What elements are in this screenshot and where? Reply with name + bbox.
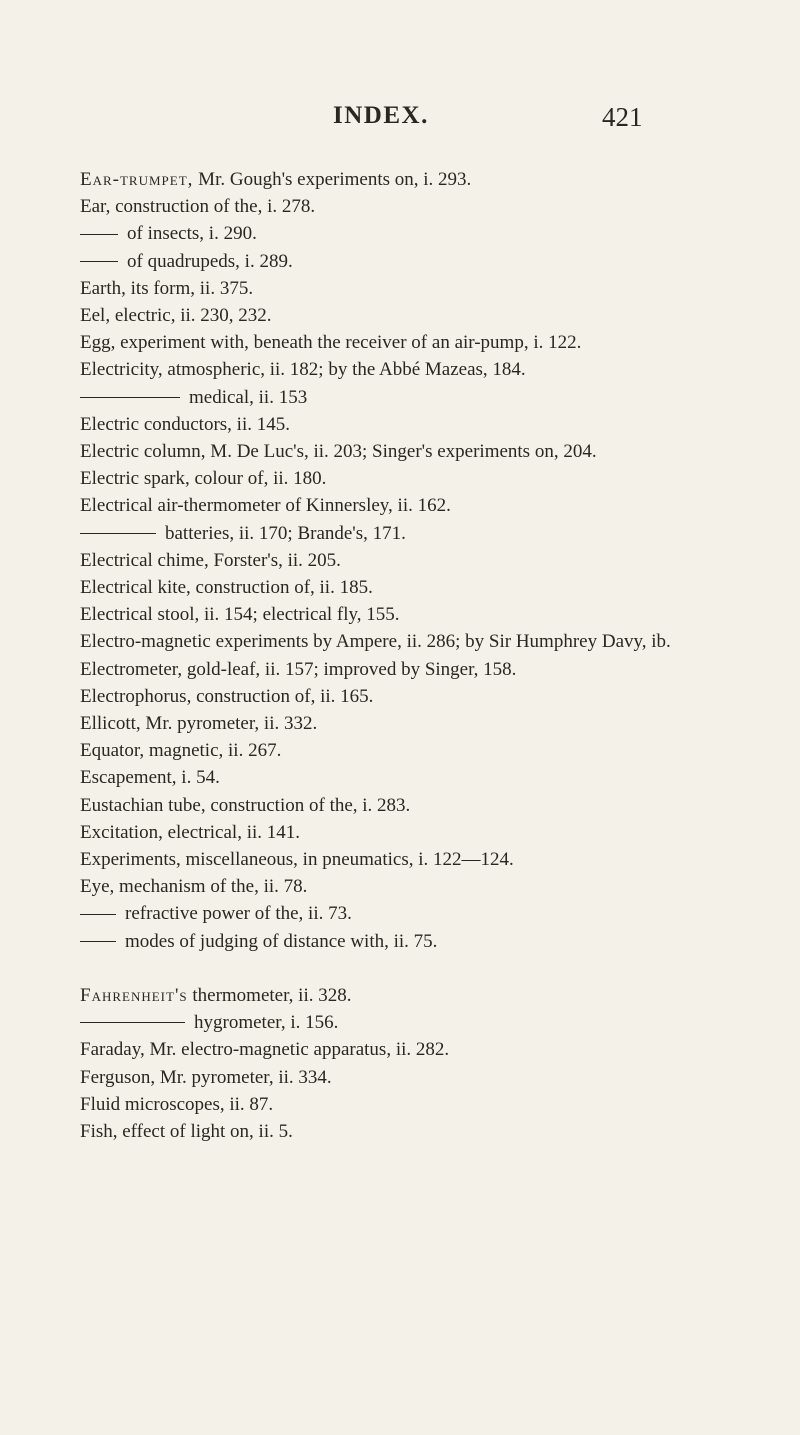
index-entry (80, 792, 720, 819)
page-title: INDEX. (333, 102, 429, 129)
ditto-rule (80, 941, 116, 942)
entry-text: Equator, magnetic, ii. 267. (80, 740, 282, 762)
page-number: 421 (602, 102, 643, 132)
index-entry (80, 438, 720, 465)
index-entry (80, 1036, 720, 1063)
index-entry (80, 819, 720, 846)
entry-text: Mr. Gough's experiments on, i. 293. (198, 169, 472, 190)
entry-text: Eye, mechanism of the, ii. 78. (80, 876, 308, 898)
entry-text: Electric spark, colour of, ii. 180. (80, 468, 327, 490)
index-entry (80, 411, 720, 438)
index-entry (80, 248, 720, 275)
index-entry (80, 900, 720, 927)
entry-text: Electro-magnetic experiments by Ampere, ii. 286; by Sir Humphrey Davy, ib. (80, 631, 671, 653)
index-entry (80, 220, 720, 247)
entry-text: refractive power of the, ii. 73. (125, 903, 352, 925)
index-entry (80, 683, 720, 710)
ditto-rule (80, 1022, 185, 1023)
index-entry (80, 928, 720, 955)
index-entry (80, 737, 720, 764)
index-entry (80, 601, 720, 628)
index-entry (80, 1064, 720, 1091)
entry-text: Electric conductors, ii. 145. (80, 413, 290, 435)
index-entry (80, 628, 720, 655)
ditto-rule (80, 533, 156, 534)
entry-text: modes of judging of distance with, ii. 75. (125, 930, 438, 952)
entry-text: Eel, electric, ii. 230, 232. (80, 305, 272, 327)
index-entry (80, 302, 720, 329)
entry-text: of insects, i. 290. (127, 223, 257, 245)
entry-text: batteries, ii. 170; Brande's, 171. (165, 522, 406, 544)
entry-text: Electrical kite, construction of, ii. 185. (80, 577, 373, 599)
index-entries (80, 166, 720, 1145)
index-entry (80, 356, 720, 383)
ditto-rule (80, 261, 118, 262)
entry-text: Electrophorus, construction of, ii. 165. (80, 685, 374, 707)
index-entry (80, 166, 720, 193)
entry-text: Ear, construction of the, i. 278. (80, 196, 316, 218)
entry-text: medical, ii. 153 (189, 386, 308, 408)
index-entry (80, 1009, 720, 1036)
index-entry (80, 982, 720, 1009)
index-entry (80, 520, 720, 547)
entry-text: hygrometer, i. 156. (194, 1012, 339, 1034)
entry-text: Fish, effect of light on, ii. 5. (80, 1120, 293, 1142)
index-entry (80, 846, 720, 873)
index-entry (80, 275, 720, 302)
index-entry (80, 465, 720, 492)
index-entry (80, 193, 720, 220)
entry-text: thermometer, ii. 328. (192, 984, 352, 1006)
entry-text: Ferguson, Mr. pyrometer, ii. 334. (80, 1066, 332, 1088)
index-entry (80, 492, 720, 519)
entry-text: Electric column, M. De Luc's, ii. 203; Singer's experiments on, 204. (80, 441, 597, 463)
index-entry (80, 384, 720, 411)
index-entry (80, 764, 720, 791)
entry-text: Ellicott, Mr. pyrometer, ii. 332. (80, 713, 318, 735)
ditto-rule (80, 914, 116, 915)
ditto-rule (80, 397, 180, 398)
running-head (0, 102, 800, 142)
index-entry (80, 710, 720, 737)
ditto-rule (80, 234, 118, 235)
index-entry (80, 329, 720, 356)
entry-text: Egg, experiment with, beneath the receiver of an air-pump, i. 122. (80, 332, 582, 354)
entry-text: of quadrupeds, i. 289. (127, 250, 293, 272)
section-gap (80, 955, 720, 982)
entry-text: Fluid microscopes, ii. 87. (80, 1093, 274, 1115)
index-entry (80, 873, 720, 900)
entry-text: Excitation, electrical, ii. 141. (80, 821, 301, 843)
entry-text: Electrical stool, ii. 154; electrical fly, 155. (80, 604, 400, 626)
index-entry (80, 1118, 720, 1145)
entry-lead: Ear-trumpet, (80, 169, 194, 190)
entry-text: Experiments, miscellaneous, in pneumatics, i. 122—124. (80, 849, 514, 871)
entry-text: Electrometer, gold-leaf, ii. 157; improved by Singer, 158. (80, 658, 517, 680)
entry-text: Eustachian tube, construction of the, i. 283. (80, 794, 411, 816)
index-entry (80, 1091, 720, 1118)
index-entry (80, 574, 720, 601)
entry-text: Faraday, Mr. electro-magnetic apparatus, ii. 282. (80, 1039, 450, 1061)
entry-text: Earth, its form, ii. 375. (80, 277, 254, 299)
index-entry (80, 547, 720, 574)
entry-lead: Fahrenheit's (80, 984, 188, 1006)
entry-text: Electrical chime, Forster's, ii. 205. (80, 549, 341, 571)
entry-text: Escapement, i. 54. (80, 767, 220, 789)
entry-text: Electrical air-thermometer of Kinnersley, ii. 162. (80, 495, 451, 517)
entry-text: Electricity, atmospheric, ii. 182; by the Abbé Mazeas, 184. (80, 359, 526, 381)
index-entry (80, 656, 720, 683)
